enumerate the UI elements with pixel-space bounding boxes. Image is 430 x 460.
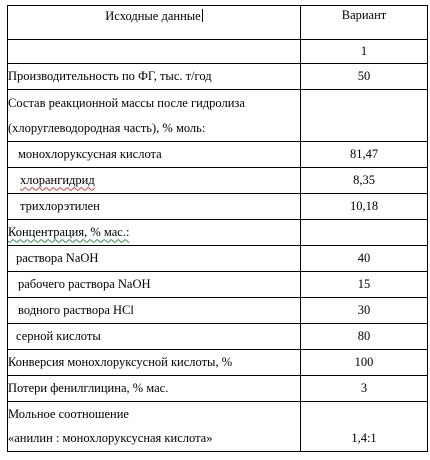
header-source-data[interactable]: Исходные данные xyxy=(8,6,301,40)
row-label[interactable]: рабочего раствора NaOH xyxy=(8,272,301,298)
table-row xyxy=(8,220,428,246)
row-value[interactable]: 40 xyxy=(301,246,428,272)
row-value[interactable]: 1,4:1 xyxy=(301,426,428,452)
table-header-row xyxy=(8,6,428,40)
table-row xyxy=(8,402,428,426)
variant-number[interactable]: 1 xyxy=(301,40,428,64)
table-row xyxy=(8,64,428,90)
empty-cell[interactable] xyxy=(8,40,301,64)
table-row xyxy=(8,168,428,194)
row-label[interactable]: раствора NaOH xyxy=(8,246,301,272)
row-label[interactable]: (хлоруглеводородная часть), % моль: xyxy=(8,116,301,142)
row-value[interactable]: 10,18 xyxy=(301,194,428,220)
table-row xyxy=(8,246,428,272)
row-label[interactable]: трихлорэтилен xyxy=(8,194,301,220)
row-label[interactable]: водного раствора HCl xyxy=(8,298,301,324)
row-value[interactable]: 100 xyxy=(301,350,428,376)
table-row xyxy=(8,90,428,116)
row-value[interactable] xyxy=(301,116,428,142)
row-label[interactable]: Потери фенилглицина, % мас. xyxy=(8,376,301,402)
table-row xyxy=(8,116,428,142)
row-label[interactable]: хлорангидрид xyxy=(8,168,301,194)
row-value[interactable]: 15 xyxy=(301,272,428,298)
row-value[interactable]: 80 xyxy=(301,324,428,350)
row-label[interactable]: Конверсия монохлоруксусной кислоты, % xyxy=(8,350,301,376)
text-cursor xyxy=(202,9,203,22)
row-label[interactable]: серной кислоты xyxy=(8,324,301,350)
row-value[interactable] xyxy=(301,402,428,426)
table-row xyxy=(8,272,428,298)
table-row xyxy=(8,324,428,350)
source-data-table xyxy=(7,5,428,452)
row-value[interactable]: 81,47 xyxy=(301,142,428,168)
table-row xyxy=(8,426,428,452)
table-row xyxy=(8,142,428,168)
row-value[interactable]: 8,35 xyxy=(301,168,428,194)
row-label[interactable]: Мольное соотношение xyxy=(8,402,301,426)
row-value[interactable]: 50 xyxy=(301,64,428,90)
row-label[interactable]: «анилин : монохлоруксусная кислота» xyxy=(8,426,301,452)
row-value[interactable]: 3 xyxy=(301,376,428,402)
row-label[interactable]: Концентрация, % мас.: xyxy=(8,220,301,246)
row-label[interactable]: монохлоруксусная кислота xyxy=(8,142,301,168)
row-value[interactable] xyxy=(301,220,428,246)
header-variant[interactable]: Вариант xyxy=(301,6,428,40)
row-value[interactable]: 30 xyxy=(301,298,428,324)
row-label[interactable]: Производительность по ФГ, тыс. т/год xyxy=(8,64,301,90)
table-row xyxy=(8,194,428,220)
table-row xyxy=(8,376,428,402)
table-row xyxy=(8,350,428,376)
table-row xyxy=(8,298,428,324)
row-label[interactable]: Состав реакционной массы после гидролиза xyxy=(8,90,301,116)
row-value[interactable] xyxy=(301,90,428,116)
variant-number-row xyxy=(8,40,428,64)
